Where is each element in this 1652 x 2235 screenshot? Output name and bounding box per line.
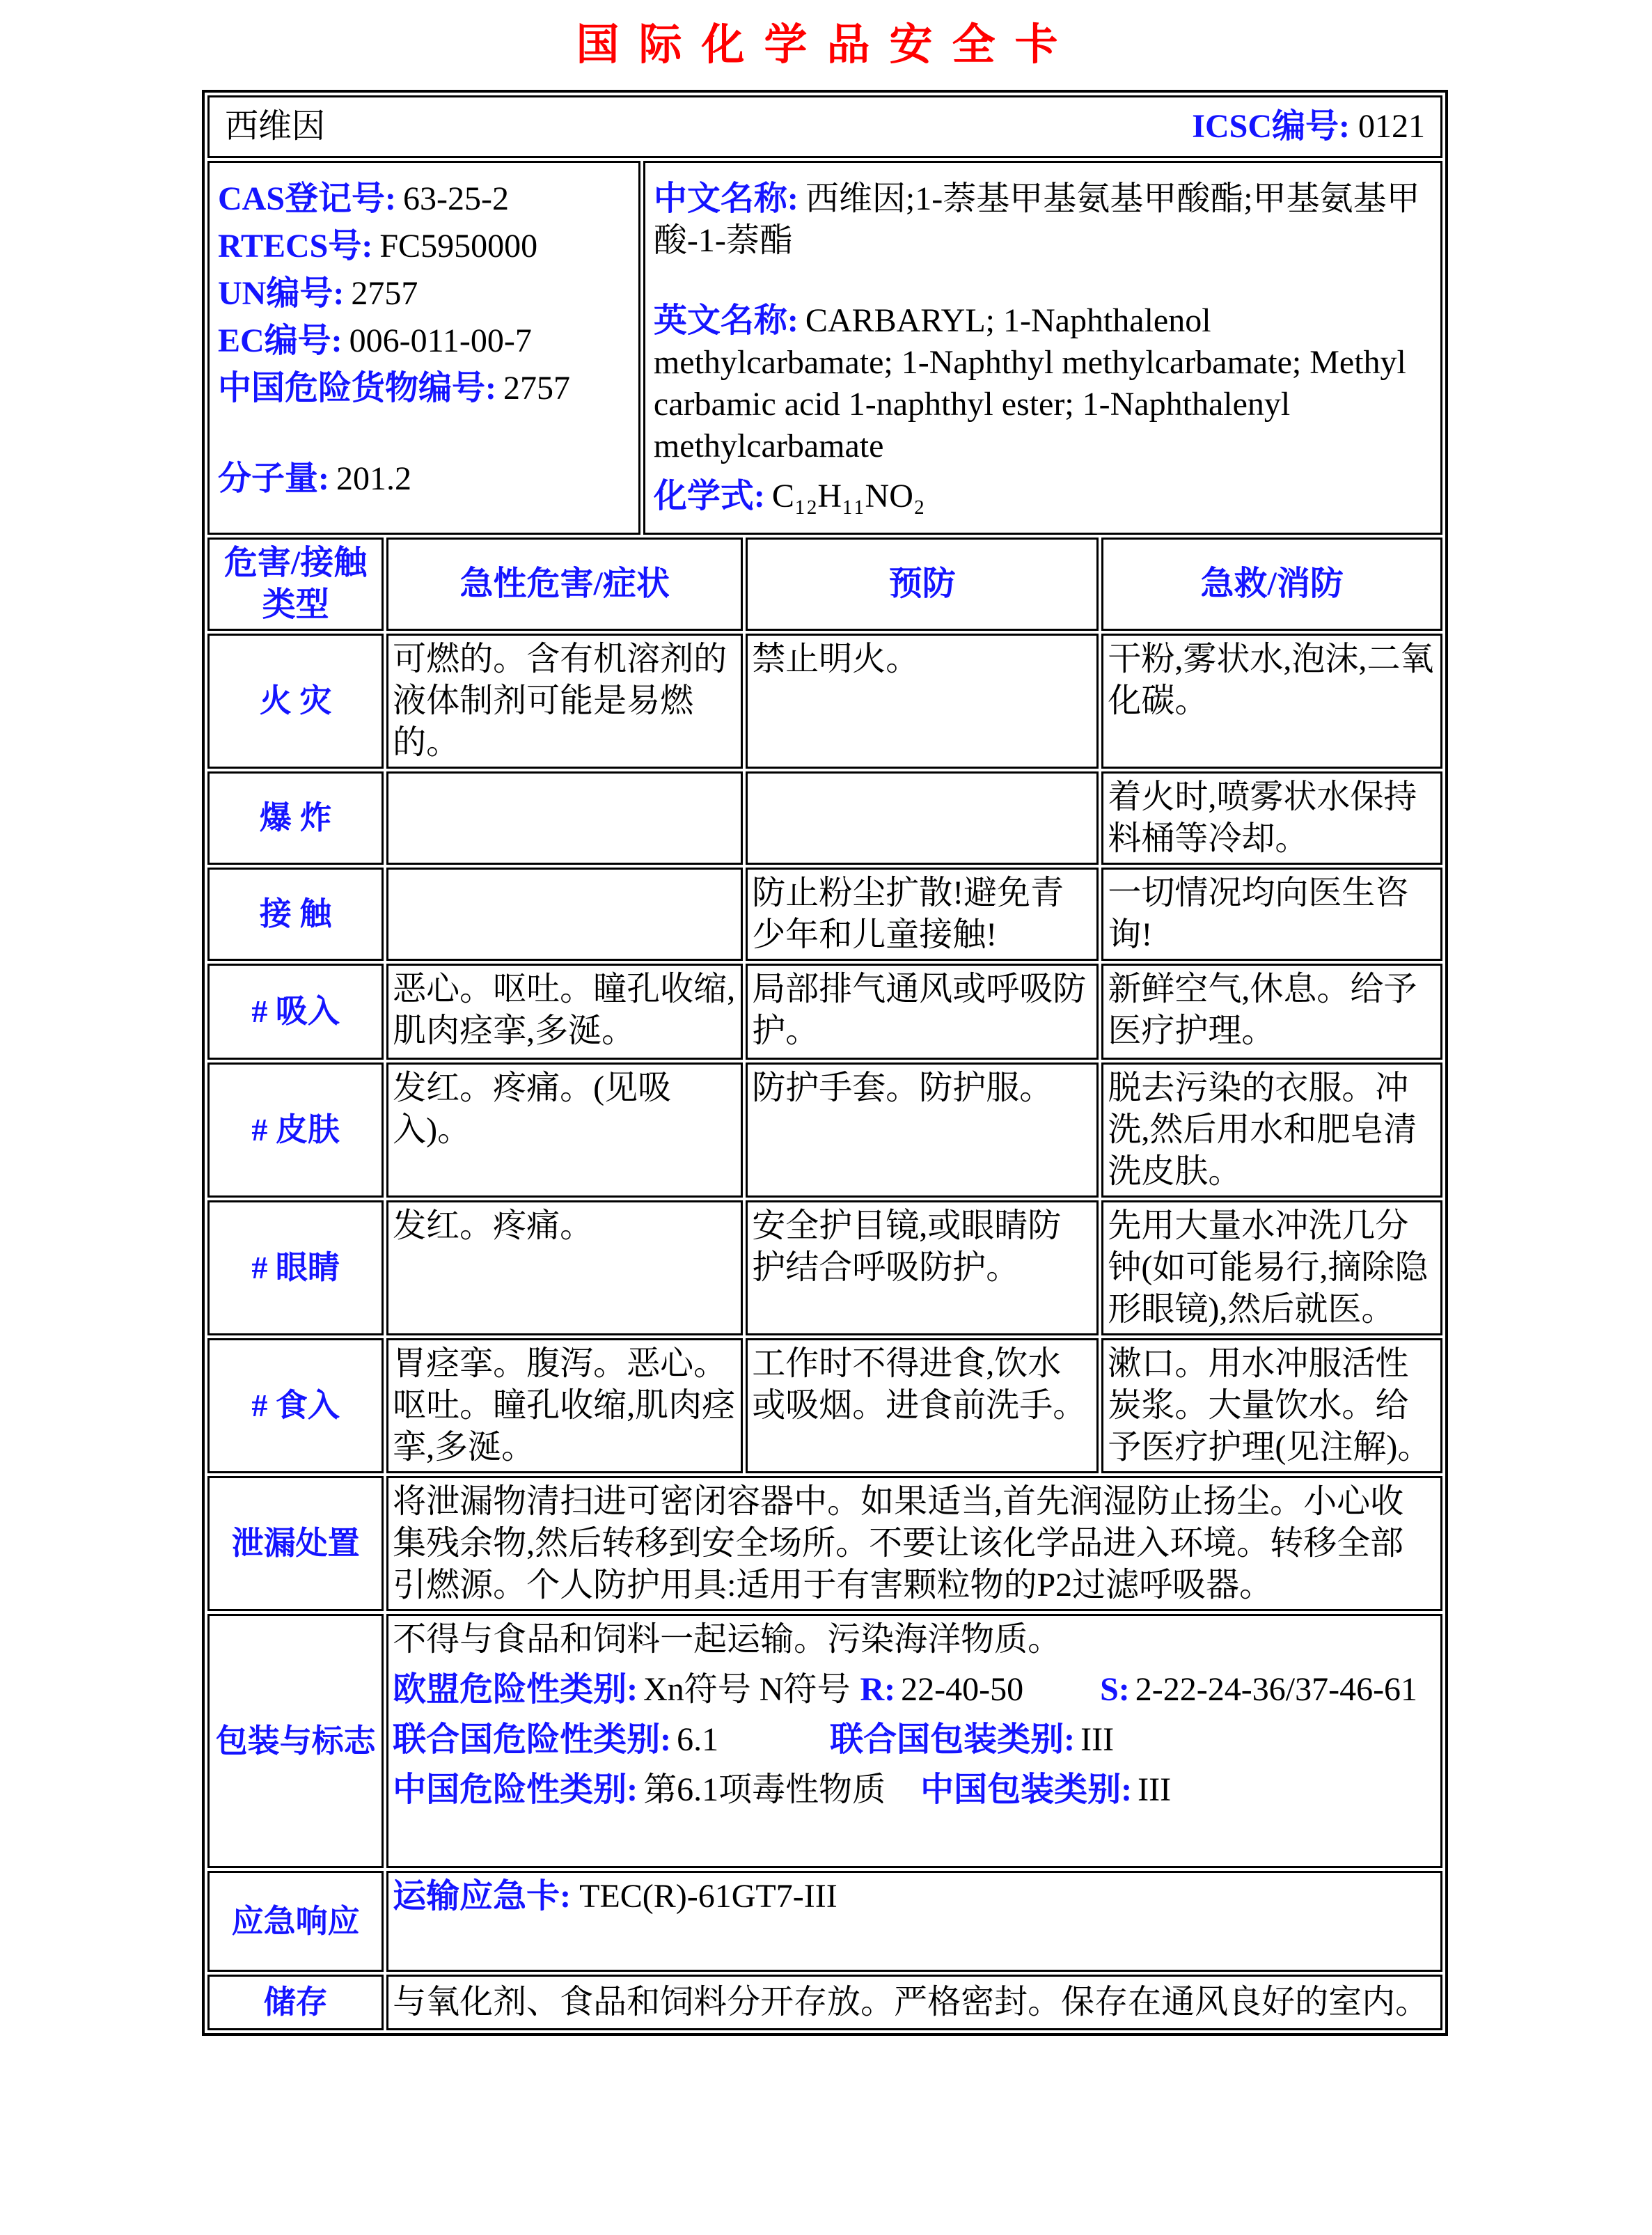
china-dg-value: 2757: [503, 370, 570, 407]
row-label-eyes: # 眼睛: [207, 1200, 384, 1335]
hazard-row-exposure: [207, 868, 1442, 961]
un-class-value: 6.1: [677, 1721, 719, 1758]
header-prevention: 预防: [746, 538, 1099, 631]
formula-label: 化学式:: [653, 478, 765, 515]
cas-label: CAS登记号:: [218, 180, 397, 217]
identification-row: [207, 161, 1442, 535]
formula-line: [654, 476, 1432, 517]
page-title: 国际化学品安全卡: [576, 22, 1078, 69]
safety-card-table: [202, 90, 1448, 2036]
spillage-row: [207, 1476, 1442, 1611]
exposure-response: 一切情况均向医生咨询!: [1101, 868, 1442, 961]
china-dg-number-line: [218, 368, 630, 409]
row-label-packaging: 包装与标志: [207, 1614, 384, 1868]
icsc-number: [1192, 106, 1425, 148]
ec-label: EC编号:: [218, 322, 343, 359]
substance-header-row: [207, 95, 1442, 158]
row-label-storage: 储存: [207, 1975, 384, 2030]
exposure-prevention: 防止粉尘扩散!避免青少年和儿童接触!: [746, 868, 1099, 961]
transport-emergency-card-line: [393, 1876, 1436, 1918]
eu-r-label: R:: [860, 1671, 896, 1708]
storage-row: [207, 1975, 1442, 2030]
explosion-response: 着火时,喷雾状水保持料桶等冷却。: [1101, 771, 1442, 865]
ingestion-response: 漱口。用水冲服活性炭浆。大量饮水。给予医疗护理(见注解)。: [1101, 1338, 1442, 1473]
english-name-value: CARBARYL; 1-Naphthalenol methylcarbamate; 1-Naphthyl methylcarbamate; Methyl carbamic acid 1-naphthyl ester; 1-Naphthalenyl methylcarbamate: [653, 302, 1406, 464]
hazard-row-fire: [207, 634, 1442, 769]
explosion-symptoms: [386, 771, 743, 865]
chinese-name-line: [654, 178, 1432, 262]
header-first-aid: 急救/消防: [1101, 538, 1442, 631]
row-label-emergency: 应急响应: [207, 1871, 384, 1972]
eu-s-label: S:: [1100, 1671, 1130, 1708]
row-label-explosion: 爆 炸: [207, 771, 384, 865]
un-classification-line: [393, 1719, 1436, 1761]
packaging-transport-note: 不得与食品和饲料一起运输。污染海洋物质。: [393, 1621, 1062, 1658]
rtecs-value: FC5950000: [379, 228, 538, 265]
chinese-name-label: 中文名称:: [653, 180, 799, 217]
cn-class-value: 第6.1项毒性物质: [643, 1771, 886, 1808]
row-label-spillage: 泄漏处置: [207, 1476, 384, 1611]
cn-pack-label: 中国包装类别:: [920, 1771, 1133, 1808]
rtecs-label: RTECS号:: [218, 228, 373, 265]
ec-number-line: [218, 320, 630, 362]
header-acute-symptoms: 急性危害/症状: [386, 538, 743, 631]
transport-card-label: 运输应急卡:: [393, 1878, 572, 1915]
fire-prevention: 禁止明火。: [746, 634, 1099, 769]
skin-symptoms: 发红。疼痛。(见吸入)。: [386, 1062, 743, 1198]
row-label-skin: # 皮肤: [207, 1062, 384, 1198]
spillage-text: 将泄漏物清扫进可密闭容器中。如果适当,首先润湿防止扬尘。小心收集残余物,然后转移到安全场所。不要让该化学品进入环境。转移全部引燃源。个人防护用具:适用于有害颗粒物的P2过滤呼吸器。: [386, 1476, 1442, 1611]
explosion-prevention: [746, 771, 1099, 865]
exposure-symptoms: [386, 868, 743, 961]
registry-numbers-cell: [207, 161, 640, 535]
hazard-row-eyes: [207, 1200, 1442, 1335]
un-class-label: 联合国危险性类别:: [393, 1721, 672, 1758]
row-label-exposure: 接 触: [207, 868, 384, 961]
inhalation-prevention: 局部排气通风或呼吸防护。: [746, 964, 1099, 1060]
fire-response: 干粉,雾状水,泡沫,二氧化碳。: [1101, 634, 1442, 769]
hazard-header-row: [207, 538, 1442, 631]
inhalation-response: 新鲜空气,休息。给予医疗护理。: [1101, 964, 1442, 1060]
un-number-line: [218, 273, 630, 315]
eu-s-value: 2-22-24-36/37-46-61: [1135, 1671, 1418, 1708]
english-name-label: 英文名称:: [653, 302, 799, 339]
eyes-symptoms: 发红。疼痛。: [386, 1200, 743, 1335]
cas-number-line: [218, 178, 630, 220]
skin-response: 脱去污染的衣服。冲洗,然后用水和肥皂清洗皮肤。: [1101, 1062, 1442, 1198]
skin-prevention: 防护手套。防护服。: [746, 1062, 1099, 1198]
molecular-weight-label: 分子量:: [218, 460, 329, 497]
un-pack-label: 联合国包装类别:: [830, 1721, 1076, 1758]
un-label: UN编号:: [218, 275, 345, 312]
eyes-prevention: 安全护目镜,或眼睛防护结合呼吸防护。: [746, 1200, 1099, 1335]
hazard-row-inhalation: [207, 964, 1442, 1060]
packaging-row: [207, 1614, 1442, 1868]
hazard-row-skin: [207, 1062, 1442, 1198]
safety-card: [202, 10, 1452, 2036]
english-name-line: [654, 300, 1432, 467]
storage-text: 与氧化剂、食品和饲料分开存放。严格密封。保存在通风良好的室内。: [386, 1975, 1442, 2030]
ingestion-symptoms: 胃痉挛。腹泻。恶心。呕吐。瞳孔收缩,肌肉痉挛,多涎。: [386, 1338, 743, 1473]
china-dg-label: 中国危险货物编号:: [218, 370, 496, 407]
row-label-fire: 火 灾: [207, 634, 384, 769]
icsc-label: ICSC编号:: [1192, 108, 1350, 145]
cn-classification-line: [393, 1769, 1436, 1811]
molecular-weight-value: 201.2: [336, 460, 411, 497]
emergency-content: [386, 1871, 1442, 1972]
substance-name: 西维因: [225, 108, 326, 145]
ec-value: 006-011-00-7: [349, 322, 532, 359]
inhalation-symptoms: 恶心。呕吐。瞳孔收缩,肌肉痉挛,多涎。: [386, 964, 743, 1060]
rtecs-number-line: [218, 226, 630, 267]
eu-r-value: 22-40-50: [901, 1671, 1024, 1708]
header-hazard-type: 危害/接触 类型: [207, 538, 384, 631]
eu-symbols: Xn符号 N符号: [643, 1671, 851, 1708]
icsc-value: 0121: [1358, 108, 1425, 145]
packaging-content: [386, 1614, 1442, 1868]
eu-class-label: 欧盟危险性类别:: [393, 1671, 638, 1708]
molecular-weight-line: [218, 458, 630, 500]
un-pack-value: III: [1080, 1721, 1115, 1758]
row-label-ingestion: # 食入: [207, 1338, 384, 1473]
un-value: 2757: [351, 275, 418, 312]
formula-value: C₁₂H₁₁NO₂: [771, 478, 925, 515]
hazard-row-ingestion: [207, 1338, 1442, 1473]
ingestion-prevention: 工作时不得进食,饮水或吸烟。进食前洗手。: [746, 1338, 1099, 1473]
cn-pack-value: III: [1138, 1771, 1172, 1808]
row-label-inhalation: # 吸入: [207, 964, 384, 1060]
fire-symptoms: 可燃的。含有机溶剂的液体制剂可能是易燃的。: [386, 634, 743, 769]
emergency-row: [207, 1871, 1442, 1972]
transport-card-value: TEC(R)-61GT7-III: [579, 1878, 837, 1915]
substance-header-cell: [207, 95, 1442, 158]
chinese-name-value: 西维因;1-萘基甲基氨基甲酸酯;甲基氨基甲酸-1-萘酯: [653, 180, 1420, 259]
eyes-response: 先用大量水冲洗几分钟(如可能易行,摘除隐形眼镜),然后就医。: [1101, 1200, 1442, 1335]
eu-classification-line: [393, 1669, 1436, 1711]
names-cell: [643, 161, 1442, 535]
cn-class-label: 中国危险性类别:: [393, 1771, 638, 1808]
hazard-row-explosion: [207, 771, 1442, 865]
cas-value: 63-25-2: [403, 180, 509, 217]
